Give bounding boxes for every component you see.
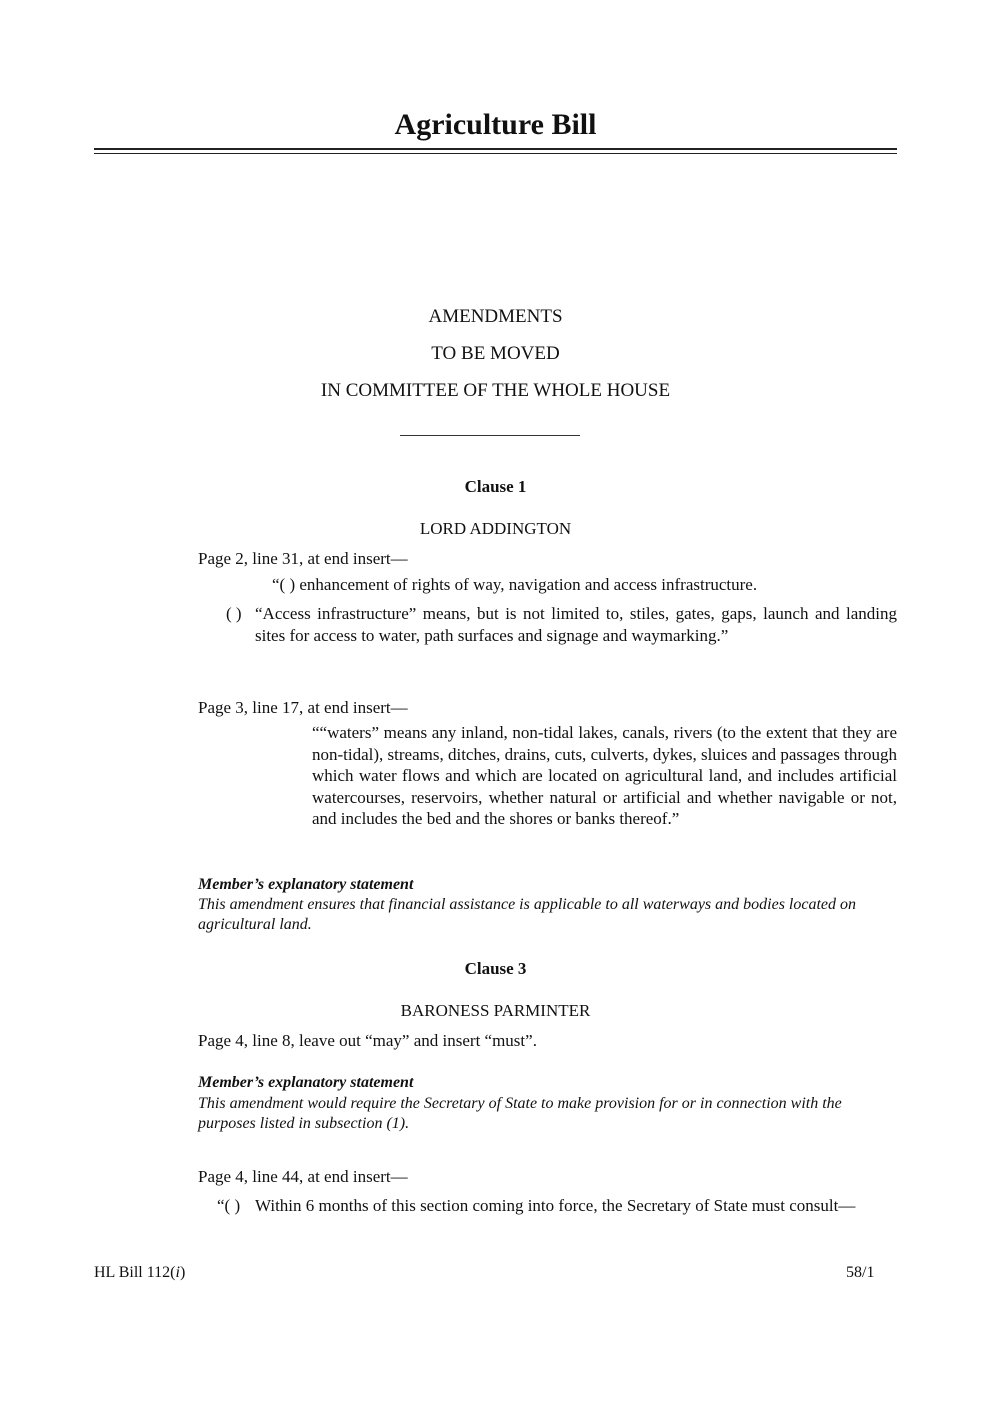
heading-line-1: AMENDMENTS bbox=[428, 306, 563, 327]
clause-3-amendment-2-intro: Page 4, line 44, at end insert— bbox=[198, 1167, 408, 1186]
clause-1-amendment-1-item-2-text: “Access infrastructure” means, but is not limited to, stiles, gates, gaps, launch and landing sites for access to water, path surfaces and signage and waymarking.” bbox=[255, 604, 897, 645]
footer-bill-number bbox=[94, 1264, 185, 1282]
clause-1-heading: Clause 1 bbox=[464, 477, 527, 496]
clause-1-amendment-1-intro: Page 2, line 31, at end insert— bbox=[198, 549, 408, 568]
footer-bill-italic: i bbox=[175, 1264, 180, 1281]
clause-3-member: BARONESS PARMINTER bbox=[400, 1001, 591, 1020]
footer-bill-suffix: ) bbox=[179, 1264, 186, 1281]
clause-3-statement-heading: Member’s explanatory statement bbox=[198, 1074, 414, 1091]
clause-1-amendment-2-intro: Page 3, line 17, at end insert— bbox=[198, 698, 408, 717]
clause-1-amendment-1-item-2-marker: ( ) bbox=[226, 604, 242, 623]
section-divider bbox=[400, 435, 580, 436]
title-rule-thin bbox=[94, 153, 897, 154]
clause-3-amendment-2-marker: “( ) bbox=[217, 1196, 241, 1215]
footer-page-ref: 58/1 bbox=[846, 1264, 875, 1281]
clause-3-amendment-2-text: Within 6 months of this section coming into force, the Secretary of State must consult— bbox=[255, 1196, 856, 1215]
clause-1-statement-text: This amendment ensures that financial assistance is applicable to all waterways and bodies located on agricultural land. bbox=[198, 896, 857, 933]
clause-1-member: LORD ADDINGTON bbox=[419, 519, 572, 538]
clause-3-statement-text: This amendment would require the Secretary of State to make provision for or in connection with the purposes listed in subsection (1). bbox=[198, 1095, 842, 1132]
heading-line-2: TO BE MOVED bbox=[431, 343, 560, 364]
clause-1-statement-heading: Member’s explanatory statement bbox=[198, 876, 414, 893]
clause-1-amendment-1-item-1: “( ) enhancement of rights of way, navigation and access infrastructure. bbox=[272, 575, 758, 594]
document-title: Agriculture Bill bbox=[394, 108, 597, 141]
footer-bill-prefix: HL Bill 112( bbox=[94, 1264, 176, 1281]
heading-line-3: IN COMMITTEE OF THE WHOLE HOUSE bbox=[320, 380, 671, 401]
clause-3-heading: Clause 3 bbox=[464, 959, 527, 978]
clause-1-amendment-2-text: ““waters” means any inland, non-tidal lakes, canals, rivers (to the extent that they are non-tidal), streams, ditches, drains, cuts, culverts, dykes, sluices and passages through which water flows and which are located on agricultural land, and includes artificial watercourses, reservoirs, whether natural or artificial and whether navigable or not, and includes the bed and the shores or banks thereof.” bbox=[312, 723, 897, 828]
title-rule-thick bbox=[94, 148, 897, 150]
clause-3-amendment-1: Page 4, line 8, leave out “may” and insert “must”. bbox=[198, 1031, 537, 1050]
